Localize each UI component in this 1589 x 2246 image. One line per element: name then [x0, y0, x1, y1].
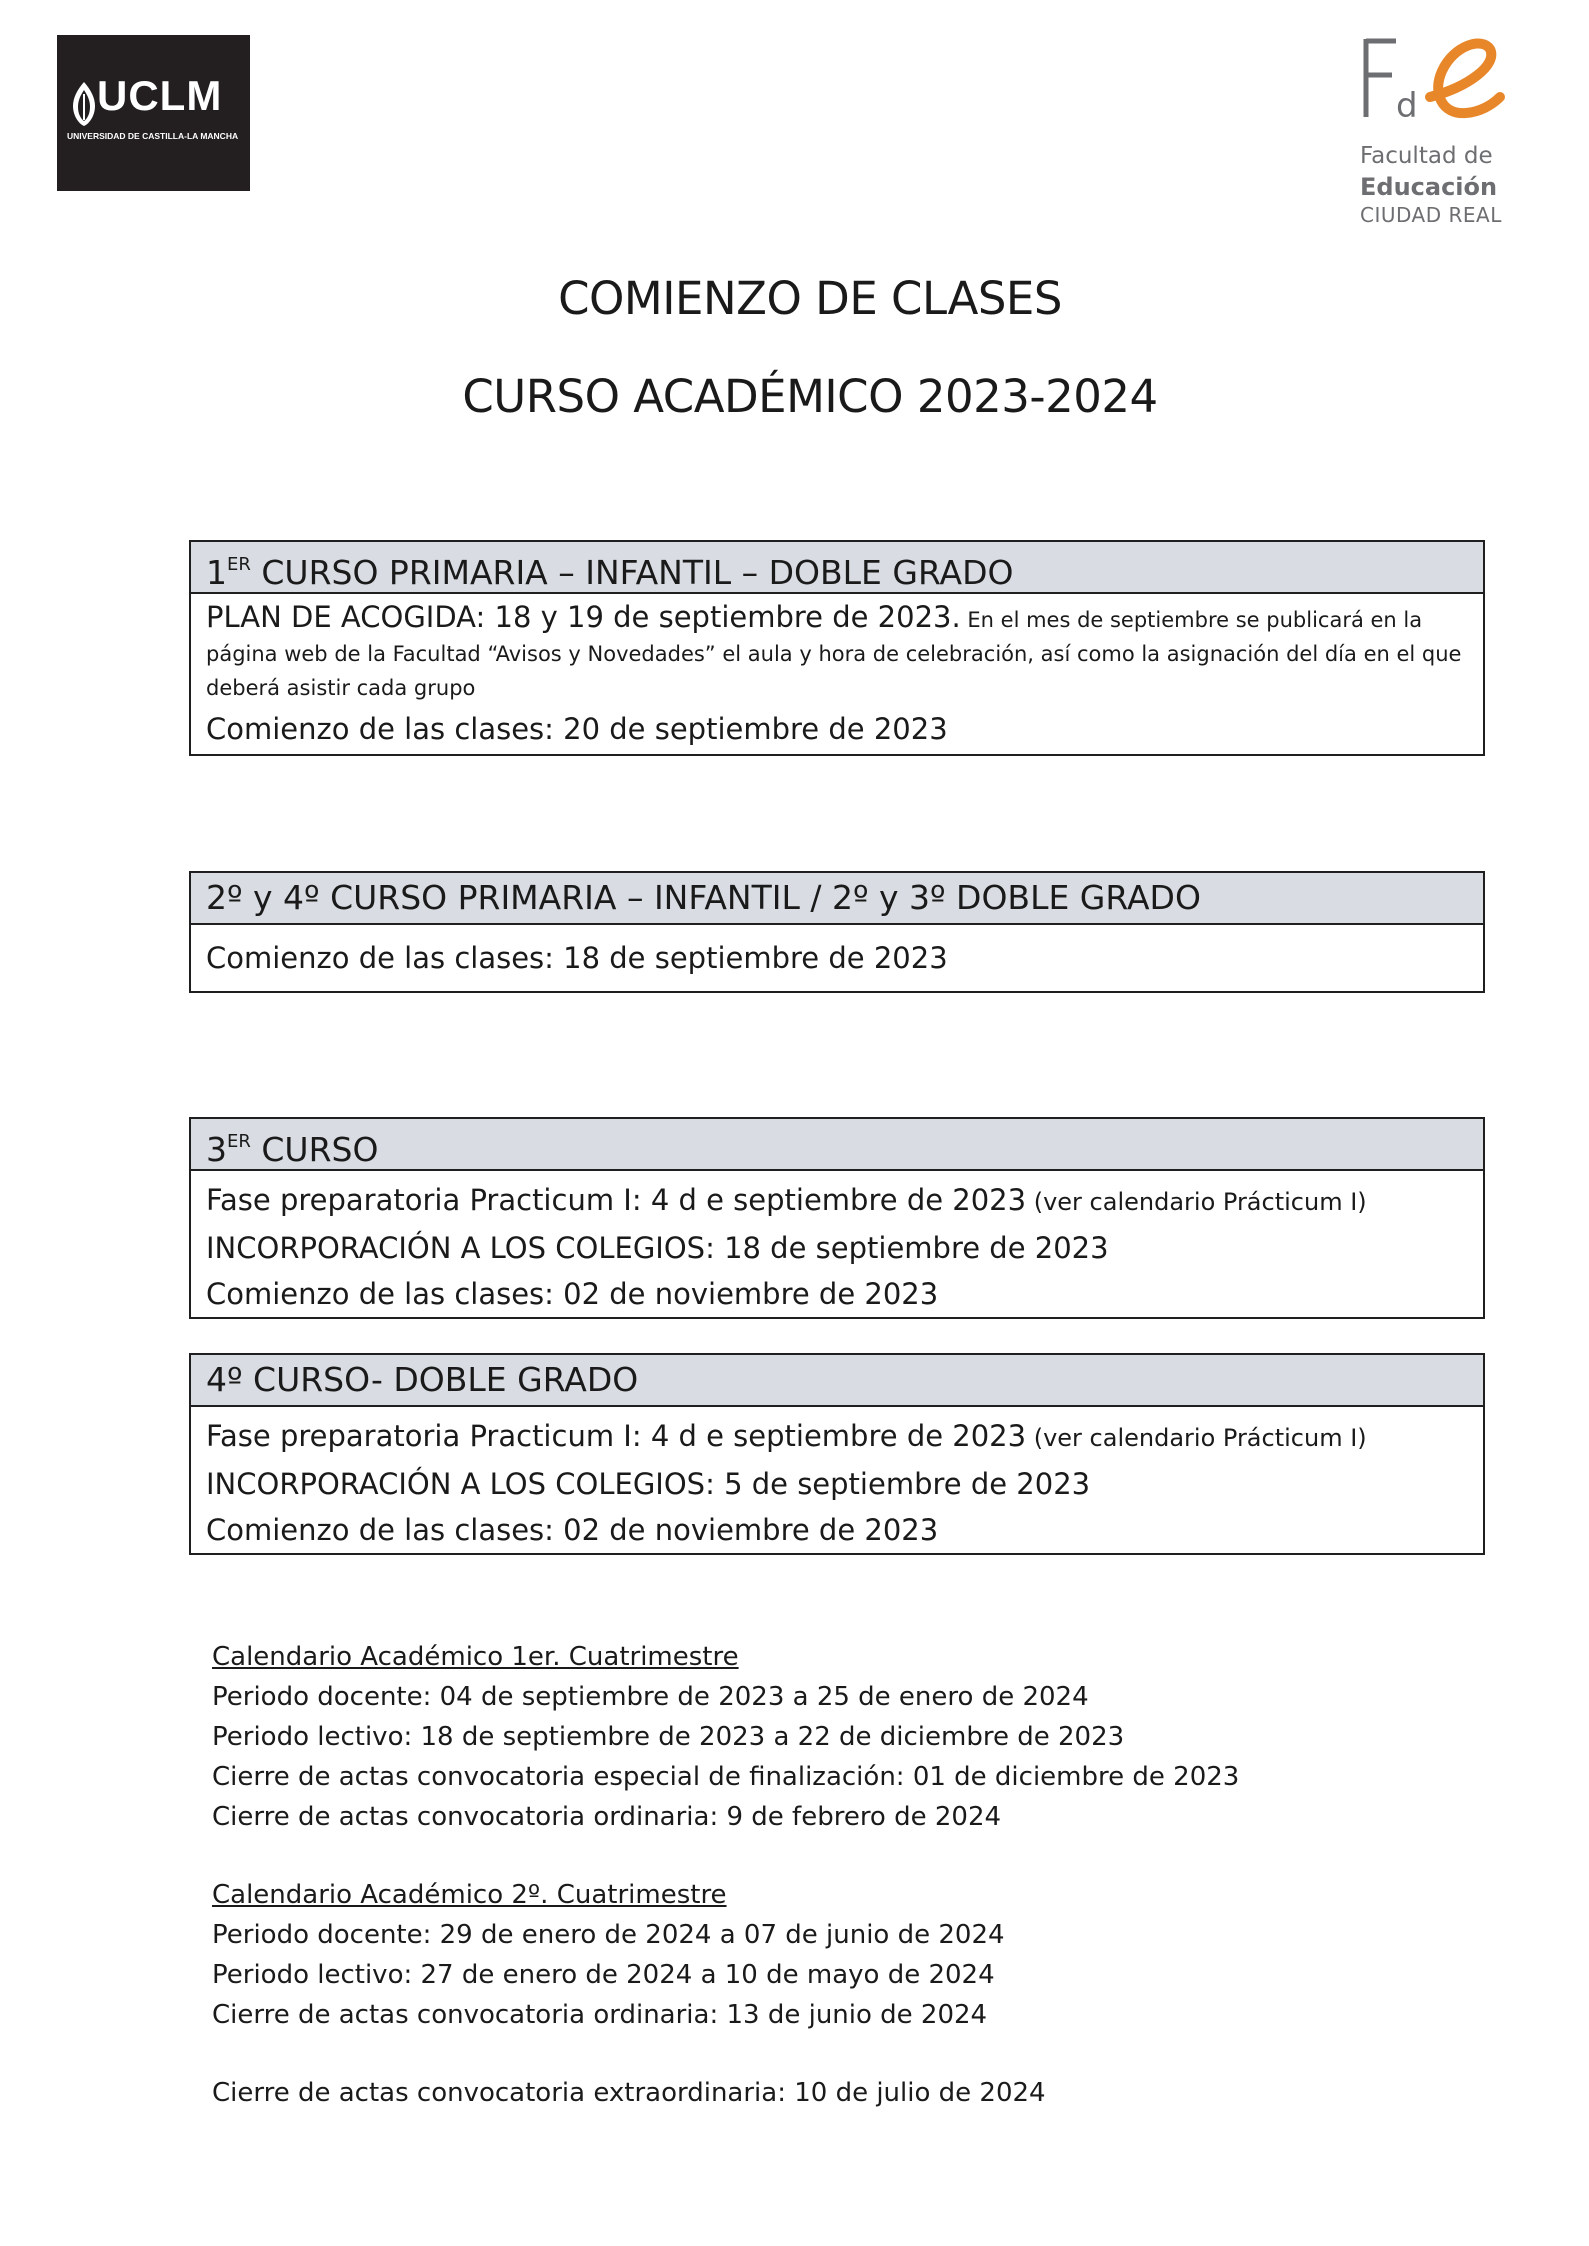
academic-calendar — [212, 1637, 1239, 2113]
calendar-line: Cierre de actas convocatoria ordinaria: 9 de febrero de 2024 — [212, 1802, 1002, 1832]
practicum-note: (ver calendario Prácticum I) — [1026, 1188, 1367, 1216]
header-prefix: 3 — [206, 1130, 227, 1169]
box-line: INCORPORACIÓN A LOS COLEGIOS: 5 de septiembre de 2023 — [206, 1467, 1091, 1501]
practicum-line — [206, 1177, 1468, 1225]
svg-text:d: d — [1396, 86, 1418, 125]
box-header: 2º y 4º CURSO PRIMARIA – INFANTIL / 2º y 3º DOBLE GRADO — [191, 873, 1483, 925]
practicum-main: Fase preparatoria Practicum I: 4 d e septiembre de 2023 — [206, 1419, 1027, 1453]
plan-note: En el mes de septiembre se publicará en la página web de la Facultad “Avisos y Novedades” el aula y hora de celebración, así como la asignación del día en el que deberá asistir cada grupo — [206, 608, 1462, 700]
page-title: COMIENZO DE CLASES — [558, 272, 1062, 325]
header-text: CURSO — [250, 1130, 379, 1169]
header-sup: ER — [227, 554, 251, 575]
calendar-line: Cierre de actas convocatoria especial de finalización: 01 de diciembre de 2023 — [212, 1762, 1240, 1792]
page-subtitle: CURSO ACADÉMICO 2023-2024 — [462, 370, 1158, 423]
box-line: Comienzo de las clases: 02 de noviembre de 2023 — [206, 1277, 939, 1311]
box-header — [191, 1119, 1483, 1171]
uclm-subtitle: UNIVERSIDAD DE CASTILLA-LA MANCHA — [67, 131, 239, 141]
header-prefix: 1 — [206, 553, 227, 592]
uclm-emblem-icon — [69, 80, 99, 128]
uclm-logo — [57, 35, 250, 191]
fde-line-educacion: Educación — [1360, 173, 1498, 201]
box-first-course — [189, 540, 1485, 756]
calendar-line: Periodo docente: 04 de septiembre de 2023 a 25 de enero de 2024 — [212, 1682, 1089, 1712]
plan-acogida — [206, 598, 1468, 706]
fde-mark-icon — [1358, 35, 1508, 125]
calendar-extraordinary: Cierre de actas convocatoria extraordinaria: 10 de julio de 2024 — [212, 2078, 1046, 2108]
calendar-line: Periodo lectivo: 27 de enero de 2024 a 10 de mayo de 2024 — [212, 1960, 995, 1990]
fde-line-facultad: Facultad de — [1360, 143, 1493, 169]
box-header: 4º CURSO- DOBLE GRADO — [191, 1355, 1483, 1407]
box-line: INCORPORACIÓN A LOS COLEGIOS: 18 de septiembre de 2023 — [206, 1231, 1109, 1265]
calendar-line: Periodo lectivo: 18 de septiembre de 2023 a 22 de diciembre de 2023 — [212, 1722, 1125, 1752]
header-sup: ER — [227, 1131, 251, 1152]
box-header — [191, 542, 1483, 594]
box-second-fourth-course — [189, 871, 1485, 993]
box-line: Comienzo de las clases: 18 de septiembre de 2023 — [206, 941, 948, 975]
calendar-heading-second: Calendario Académico 2º. Cuatrimestre — [212, 1880, 727, 1910]
practicum-main: Fase preparatoria Practicum I: 4 d e septiembre de 2023 — [206, 1183, 1027, 1217]
fde-logo — [1340, 35, 1520, 235]
box-fourth-double-degree — [189, 1353, 1485, 1555]
plan-main: PLAN DE ACOGIDA: 18 y 19 de septiembre de 2023. — [206, 600, 961, 634]
calendar-line: Periodo docente: 29 de enero de 2024 a 07 de junio de 2024 — [212, 1920, 1005, 1950]
calendar-heading-first: Calendario Académico 1er. Cuatrimestre — [212, 1642, 739, 1672]
box-line: Comienzo de las clases: 02 de noviembre de 2023 — [206, 1513, 939, 1547]
box-line: Comienzo de las clases: 20 de septiembre de 2023 — [206, 712, 948, 746]
fde-line-ciudad: CIUDAD REAL — [1360, 203, 1502, 227]
practicum-note: (ver calendario Prácticum I) — [1026, 1424, 1367, 1452]
calendar-line: Cierre de actas convocatoria ordinaria: 13 de junio de 2024 — [212, 2000, 988, 2030]
box-third-course — [189, 1117, 1485, 1319]
practicum-line — [206, 1413, 1468, 1461]
header-text: CURSO PRIMARIA – INFANTIL – DOBLE GRADO — [250, 553, 1014, 592]
uclm-name: UCLM — [97, 72, 223, 119]
